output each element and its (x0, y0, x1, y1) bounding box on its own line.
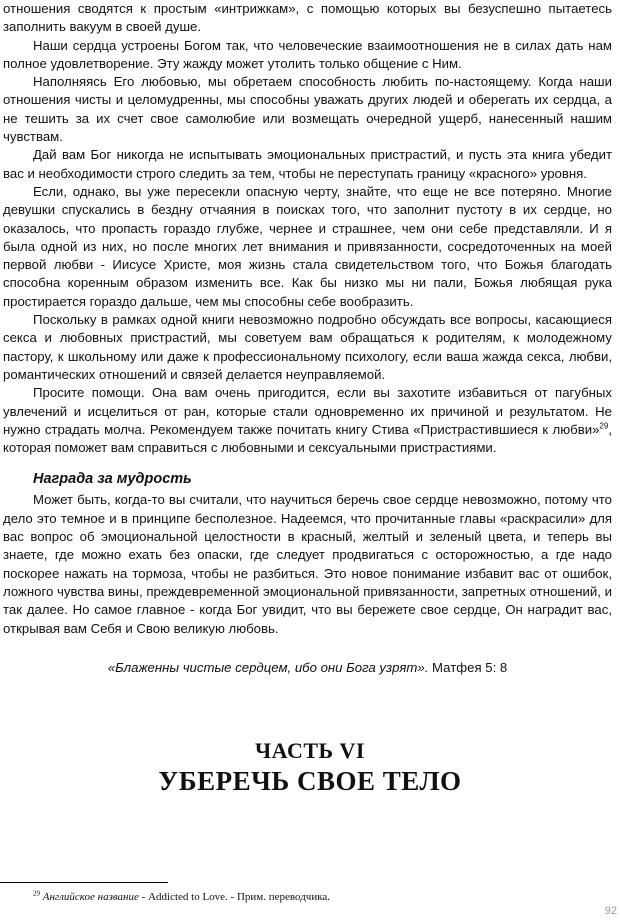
footnote-number: 29 (33, 889, 40, 898)
section-heading: Награда за мудрость (33, 471, 192, 488)
quote-text: «Блаженны чистые сердцем, ибо они Бога узрят». (107, 659, 429, 675)
quote-reference: Матфея 5: 8 (428, 659, 508, 675)
footnote-reference[interactable]: 29 (599, 421, 609, 431)
footnote-text: - Addicted to Love. - Прим. переводчика. (138, 891, 331, 903)
paragraph-love: Наполняясь Его любовью, мы обретаем способность любить по-настоящему. Когда наши отношения чисты и целомудренны, мы способны уважать других людей и оберегать их сердца, а не тешить за их счет свое самолюбие или возмещать очередной ущерб, нанесенный нашим чувствам. (3, 74, 612, 145)
paragraph-reward: Может быть, когда-то вы считали, что научиться беречь свое сердце невозможно, потому что дело это темное и в принципе бесполезное. Надеемся, что прочитанные главы «раскрасили» для вас вопрос об эмоциональной целостности в красный, желтый и зеленый цвета, и теперь вы знаете, где можно ехать без опаски, где следует продвигаться с осторожностью, а где надо поскорее нажать на тормоза, чтобы не разбиться. Это новое понимание избавит вас от ошибок, ложного чувства вины, преждевременной эмоциональной привязанности, запретных отношений, и так далее. Но самое главное - когда Бог увидит, что вы бережете свое сердце, Он наградит вас, открывая вам Себя и Свою великую любовь. (3, 492, 612, 636)
footnote (33, 889, 330, 905)
paragraph-help-text: Просите помощи. Она вам очень пригодится, если вы захотите избавиться от пагубных увлечений и исцелиться от ран, которые стали одновременно их причиной и результатом. Не нужно страдать молча. Рекомендуем также почитать книгу Стива «Пристрастившиеся к любви» (3, 385, 612, 437)
page-number: 92 (604, 905, 617, 917)
paragraph-help (3, 384, 612, 457)
part-label: ЧАСТЬ VI (255, 738, 365, 763)
footnote-label: Английское название (42, 891, 139, 903)
body-text (3, 0, 612, 677)
paragraph-continuation: отношения сводятся к простым «интрижкам», с помощью которых вы безуспешно пытаетесь заполнить вакуум в своей душе. (3, 1, 612, 35)
paragraph-help-tail: , которая поможет вам справиться с любовными и сексуальными пристрастиями. (3, 421, 612, 456)
footnote-divider (0, 882, 168, 883)
part-title: УБЕРЕЧЬ СВОЕ ТЕЛО (158, 766, 462, 796)
scripture-quote (3, 659, 612, 677)
paragraph-advice: Поскольку в рамках одной книги невозможно подробно обсуждать все вопросы, касающиеся секса и любовных пристрастий, мы советуем вам обращаться к родителям, к молодежному пастору, к школьному или даже к профессиональному психологу, если ваша жажда секса, любви, романтических отношений и связей делается неуправляемой. (3, 312, 612, 382)
paragraph-red-level: Дай вам Бог никогда не испытывать эмоциональных пристрастий, и пусть эта книга убедит вас и необходимости строго следить за тем, чтобы не переступать границу «красного» уровня. (3, 147, 612, 181)
paragraph-crossed-line: Если, однако, вы уже пересекли опасную черту, знайте, что еще не все потеряно. Многие девушки спускались в бездну отчаяния в поисках того, что заполнит пустоту в их сердце, но оказалось, что пропасть гораздо глубже, чернее и страшнее, чем они себе представляли. И я была одной из них, но после многих лет внимания и привязанности, сосредоточенных на моей первой любви - Иисусе Христе, моя жизнь стала свидетельством того, что Божья благодать способна коренным образом изменить все. Как бы низко мы ни пали, Божья любящая рука простирается гораздо дальше, чем мы способны себе вообразить. (3, 183, 612, 309)
paragraph-hearts: Наши сердца устроены Богом так, что человеческие взаимоотношения не в силах дать нам полное удовлетворение. Эту жажду может утолить только общение с Ним. (3, 37, 612, 71)
